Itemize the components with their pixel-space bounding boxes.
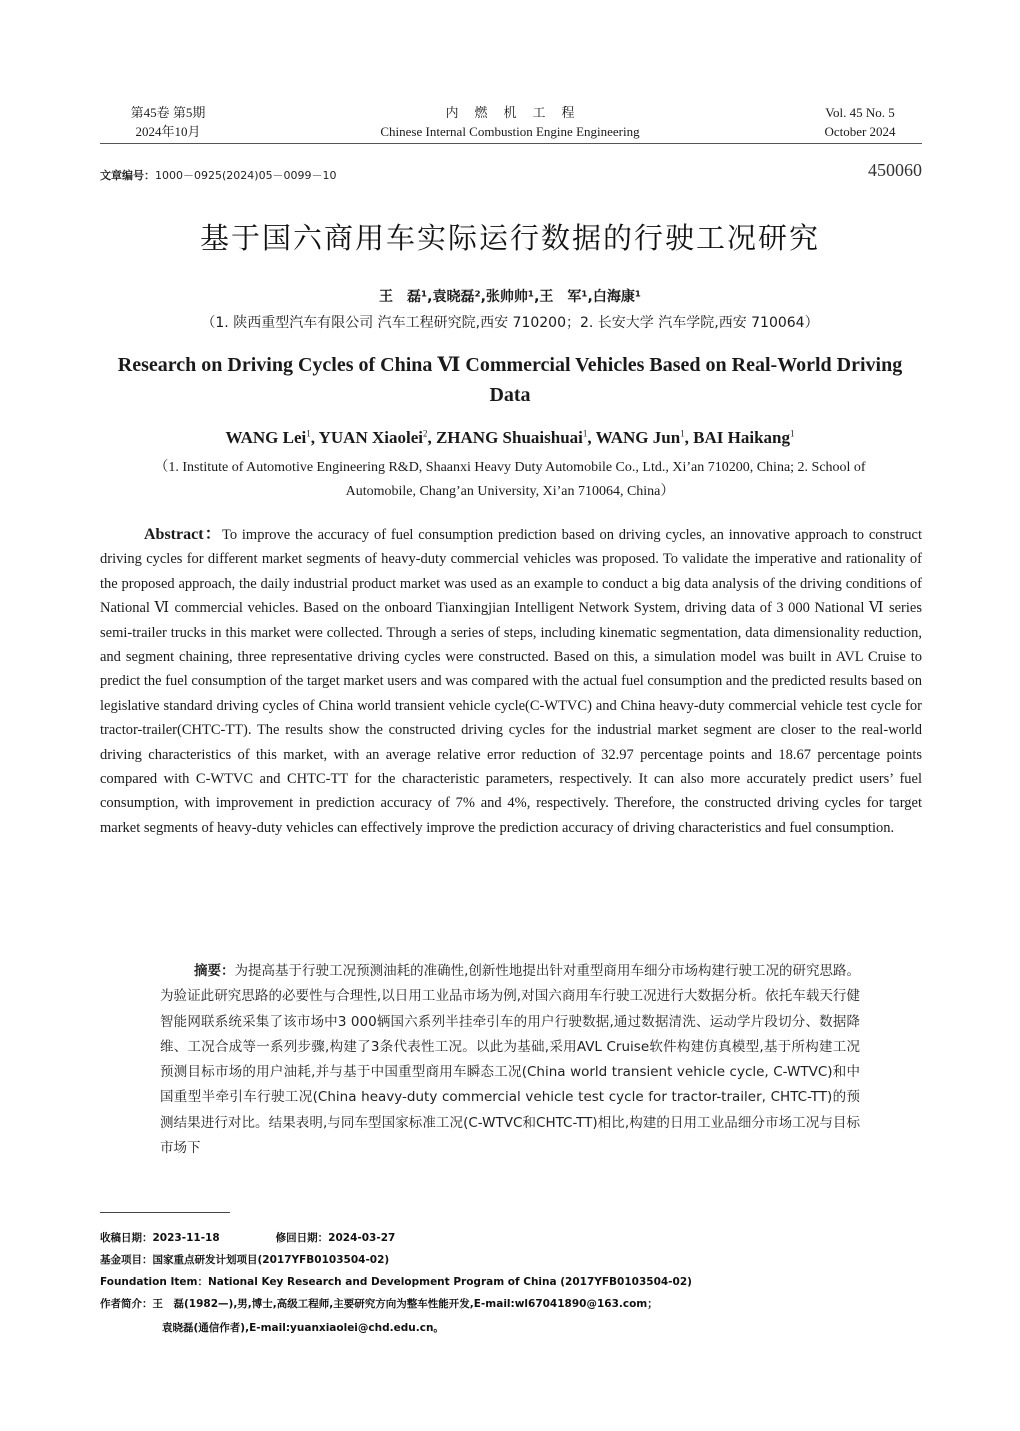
foundation-label: Foundation Item：: [100, 1276, 208, 1288]
authors-en: WANG Lei$^1$, YUAN Xiaolei$^2$, ZHANG Shuaishuai$^1$, WANG Jun$^1$, BAI Haikang$^1$: [225, 428, 795, 447]
abstract-cn-label: 摘要：: [194, 963, 235, 979]
received-label: 收稿日期：: [100, 1232, 153, 1244]
authors-cn: 王 磊¹,袁晓磊²,张帅帅¹,王 军¹,白海康¹: [379, 289, 641, 305]
bio-label: 作者简介：: [100, 1298, 153, 1310]
foundation-value: National Key Research and Development Program of China (2017YFB0103504-02): [207, 1276, 692, 1288]
footnote-fund: [100, 1252, 930, 1268]
abstract-en: [100, 523, 922, 840]
issue-date-en: October 2024: [824, 124, 896, 139]
page-title-en: Research on Driving Cycles of China Ⅵ Commercial Vehicles Based on Real-World Driving Data: [117, 354, 903, 406]
author-en: BAI Haikang: [693, 428, 791, 447]
footnote-dates: [100, 1230, 930, 1246]
footnote-foundation: [100, 1274, 930, 1290]
revised-date: 2024-03-27: [328, 1232, 396, 1244]
journal-name-en: Chinese Internal Combustion Engine Engineering: [380, 124, 640, 139]
article-number-value: 1000－0925(2024)05－0099－10: [155, 169, 337, 182]
author-en: WANG Jun: [595, 428, 681, 447]
volume-issue-en: Vol. 45 No. 5: [825, 105, 895, 120]
journal-name: [320, 103, 700, 141]
header-divider: [100, 143, 922, 144]
abstract-cn-text: 为提高基于行驶工况预测油耗的准确性,创新性地提出针对重型商用车细分市场构建行驶工况的研究思路。为验证此研究思路的必要性与合理性,以日用工业品市场为例,对国六商用车行驶工况进行大数据分析。依托车载天行健智能网联系统采集了该市场中3 000辆国六系列半挂牵引车的用户行驶数据,通过数据清洗、运动学片段切分、数据降维、工况合成等一系列步骤,构建了3条代表性工况。以此为基础,采用AVL Cruise软件构建仿真模型,基于所构建工况预测目标市场的用户油耗,并与基于中国重型商用车瞬态工况(China world transient vehicle cycle, C-WTVC)和中国重型半牵引车行驶工况(China heavy-duty commercial vehicle test cycle for tractor-trailer, CHTC-TT)的预测结果进行对比。结果表明,与同车型国家标准工况(C-WTVC和CHTC-TT)相比,构建的日用工业品细分市场工况与目标市场下: [160, 963, 861, 1157]
author-affil-sup: 1: [790, 428, 795, 439]
journal-name-cn: 内燃机工程: [445, 105, 591, 120]
article-number-label: 文章编号：: [100, 169, 155, 182]
author-en: WANG Lei: [225, 428, 307, 447]
affiliations-en: （1. Institute of Automotive Engineering R&D, Shaanxi Heavy Duty Automobile Co., Ltd., Xi’an 710200, China; 2. School of Automobile, Chang’an University, Xi’an 710064, China）: [154, 460, 866, 499]
received-date: 2023-11-18: [152, 1232, 220, 1244]
revised-label: 修回日期：: [275, 1232, 329, 1244]
page-title-cn: 基于国六商用车实际运行数据的行驶工况研究: [199, 221, 820, 255]
footnote-author-bio: [100, 1296, 930, 1312]
abstract-en-label: Abstract：: [144, 526, 222, 543]
author-en: YUAN Xiaolei: [318, 428, 423, 447]
footnote-corresponding-author: [162, 1320, 922, 1336]
author-affil-sup: 1: [680, 428, 685, 439]
fund-value: 国家重点研发计划项目(2017YFB0103504-02): [152, 1254, 390, 1266]
article-number: [100, 167, 337, 183]
footnote-divider: [100, 1212, 230, 1213]
journal-volume-issue-en: [800, 103, 920, 141]
journal-volume-issue: [118, 103, 218, 141]
author-affil-sup: 1: [306, 428, 311, 439]
corresponding-author: 袁晓磊(通信作者),E-mail:yuanxiaolei@chd.edu.cn。: [162, 1322, 444, 1334]
author-affil-sup: 1: [582, 428, 588, 439]
issue-date-cn: 2024年10月: [135, 124, 201, 139]
author-en: ZHANG Shuaishuai: [435, 428, 583, 447]
abstract-en-text: To improve the accuracy of fuel consumption prediction based on driving cycles, an innovative approach to construct driving cycles for different market segments of heavy-duty commercial vehicles was proposed. To validate the imperative and rationality of the proposed approach, the daily industrial product market was used as an example to conduct a big data analysis of the driving conditions of National Ⅵ commercial vehicles. Based on the onboard Tianxingjian Intelligent Network System, driving data of 3 000 National Ⅵ series semi-trailer trucks in this market were collected. Through a series of steps, including kinematic segmentation, data dimensionality reduction, and segment chaining, three representative driving cycles were constructed. Based on this, a simulation model was built in AVL Cruise to predict the fuel consumption of the target market users and was compared with the actual fuel consumption and the predicted results based on legislative standard driving cycles of China world transient vehicle cycle(C-WTVC) and China heavy-duty commercial vehicle test cycle for tractor-trailer(CHTC-TT). The results show the constructed driving cycles for the industrial market segment are closer to the real-world driving characteristics of this market, with an average relative error reduction of 32.97 percentage points and 18.67 percentage points compared with C-WTVC and CHTC-TT for the characteristic parameters, respectively. It can also more accurately predict users’ fuel consumption, with improvement in prediction accuracy of 7% and 4%, respectively. Therefore, the constructed driving cycles for target market segments of heavy-duty vehicles can effectively improve the prediction accuracy of driving characteristics and fuel consumption.: [100, 527, 923, 836]
fund-label: 基金项目：: [100, 1254, 153, 1266]
classification-code: 450060: [868, 160, 922, 180]
bio-value: 王 磊(1982—),男,博士,高级工程师,主要研究方向为整车性能开发,E-mail:wl67041890@163.com；: [152, 1298, 658, 1310]
volume-issue-cn: 第45卷 第5期: [130, 105, 206, 120]
affiliations-cn: （1. 陕西重型汽车有限公司 汽车工程研究院,西安 710200；2. 长安大学 汽车学院,西安 710064）: [201, 315, 819, 331]
author-affil-sup: 2: [422, 428, 428, 439]
abstract-cn: [160, 959, 860, 1161]
